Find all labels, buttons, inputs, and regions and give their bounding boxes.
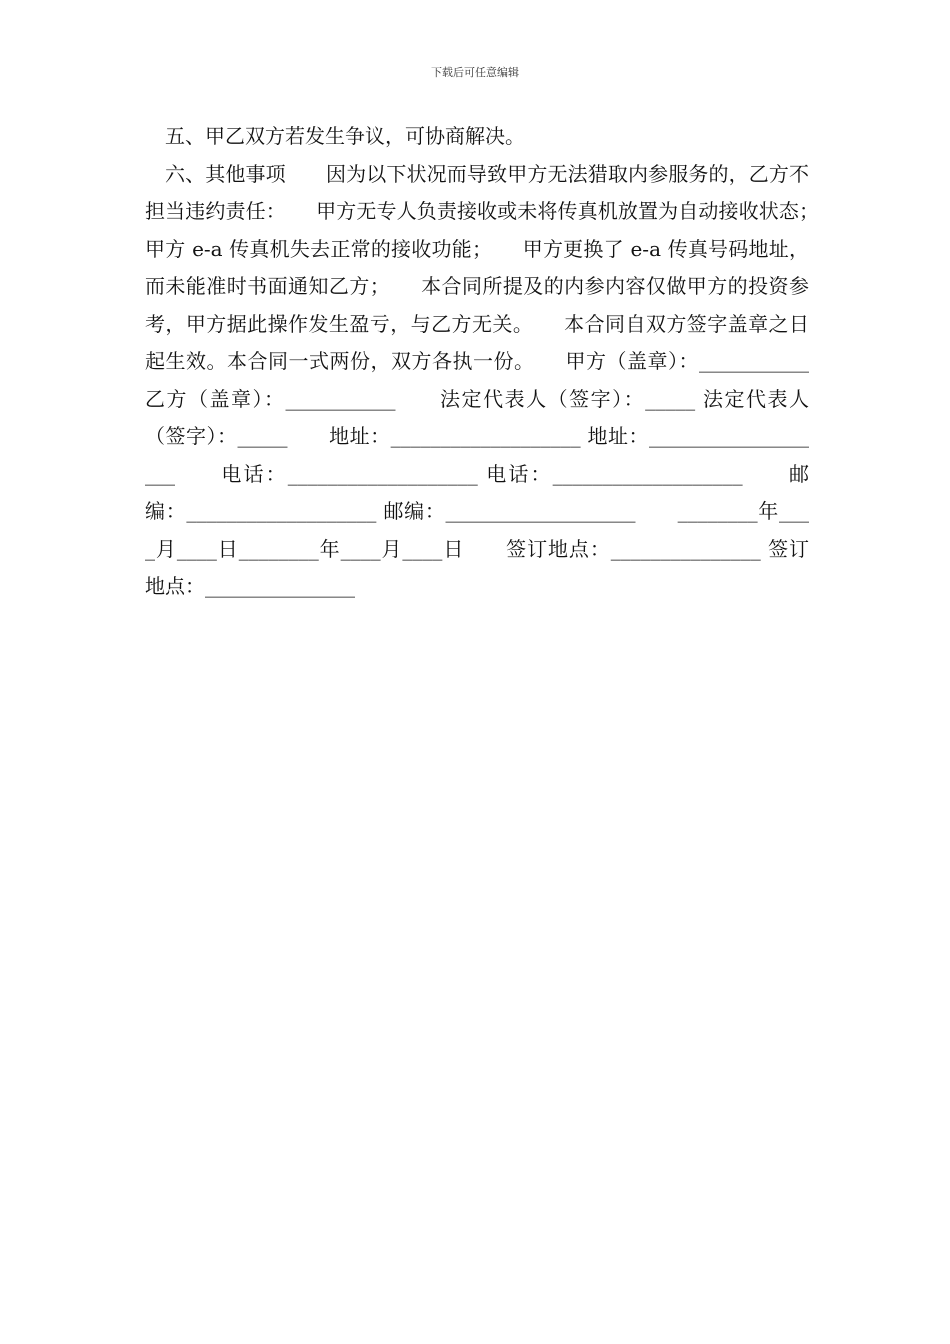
contract-body bbox=[145, 118, 849, 606]
page-header: 下载后可任意编辑 bbox=[431, 66, 519, 79]
paragraph-other-matters: 六、其他事项 因为以下状况而导致甲方无法猎取内参服务的，乙方不担当违约责任： 甲方无专人负责接收或未将传真机放置为自动接收状态； 甲方 e-a 传真机失去正常的接收功能； 甲方更换了 e-a 传真号码地址，而未能准时书面通知乙方； 本合同所提及的内参内容仅做甲方的投资参考，甲方据此操作发生盈亏，与乙方无关。 本合同自双方签字盖章之日起生效。本合同一式两份，双方各执一份。 甲方（盖章）：___________ 乙方（盖章）：___________ 法定代表人（签字）：_____ 法定代表人（签字）：_____ 地址：___________________ 地址：___________________ 电话：___________________ 电话：___________________ 邮编：___________________ 邮编：___________________ ________年____月____日________年____月____日 签订地点：_______________ 签订地点：_______________ bbox=[145, 161, 849, 598]
paragraph-dispute: 五、甲乙双方若发生争议，可协商解决。 bbox=[165, 124, 525, 148]
